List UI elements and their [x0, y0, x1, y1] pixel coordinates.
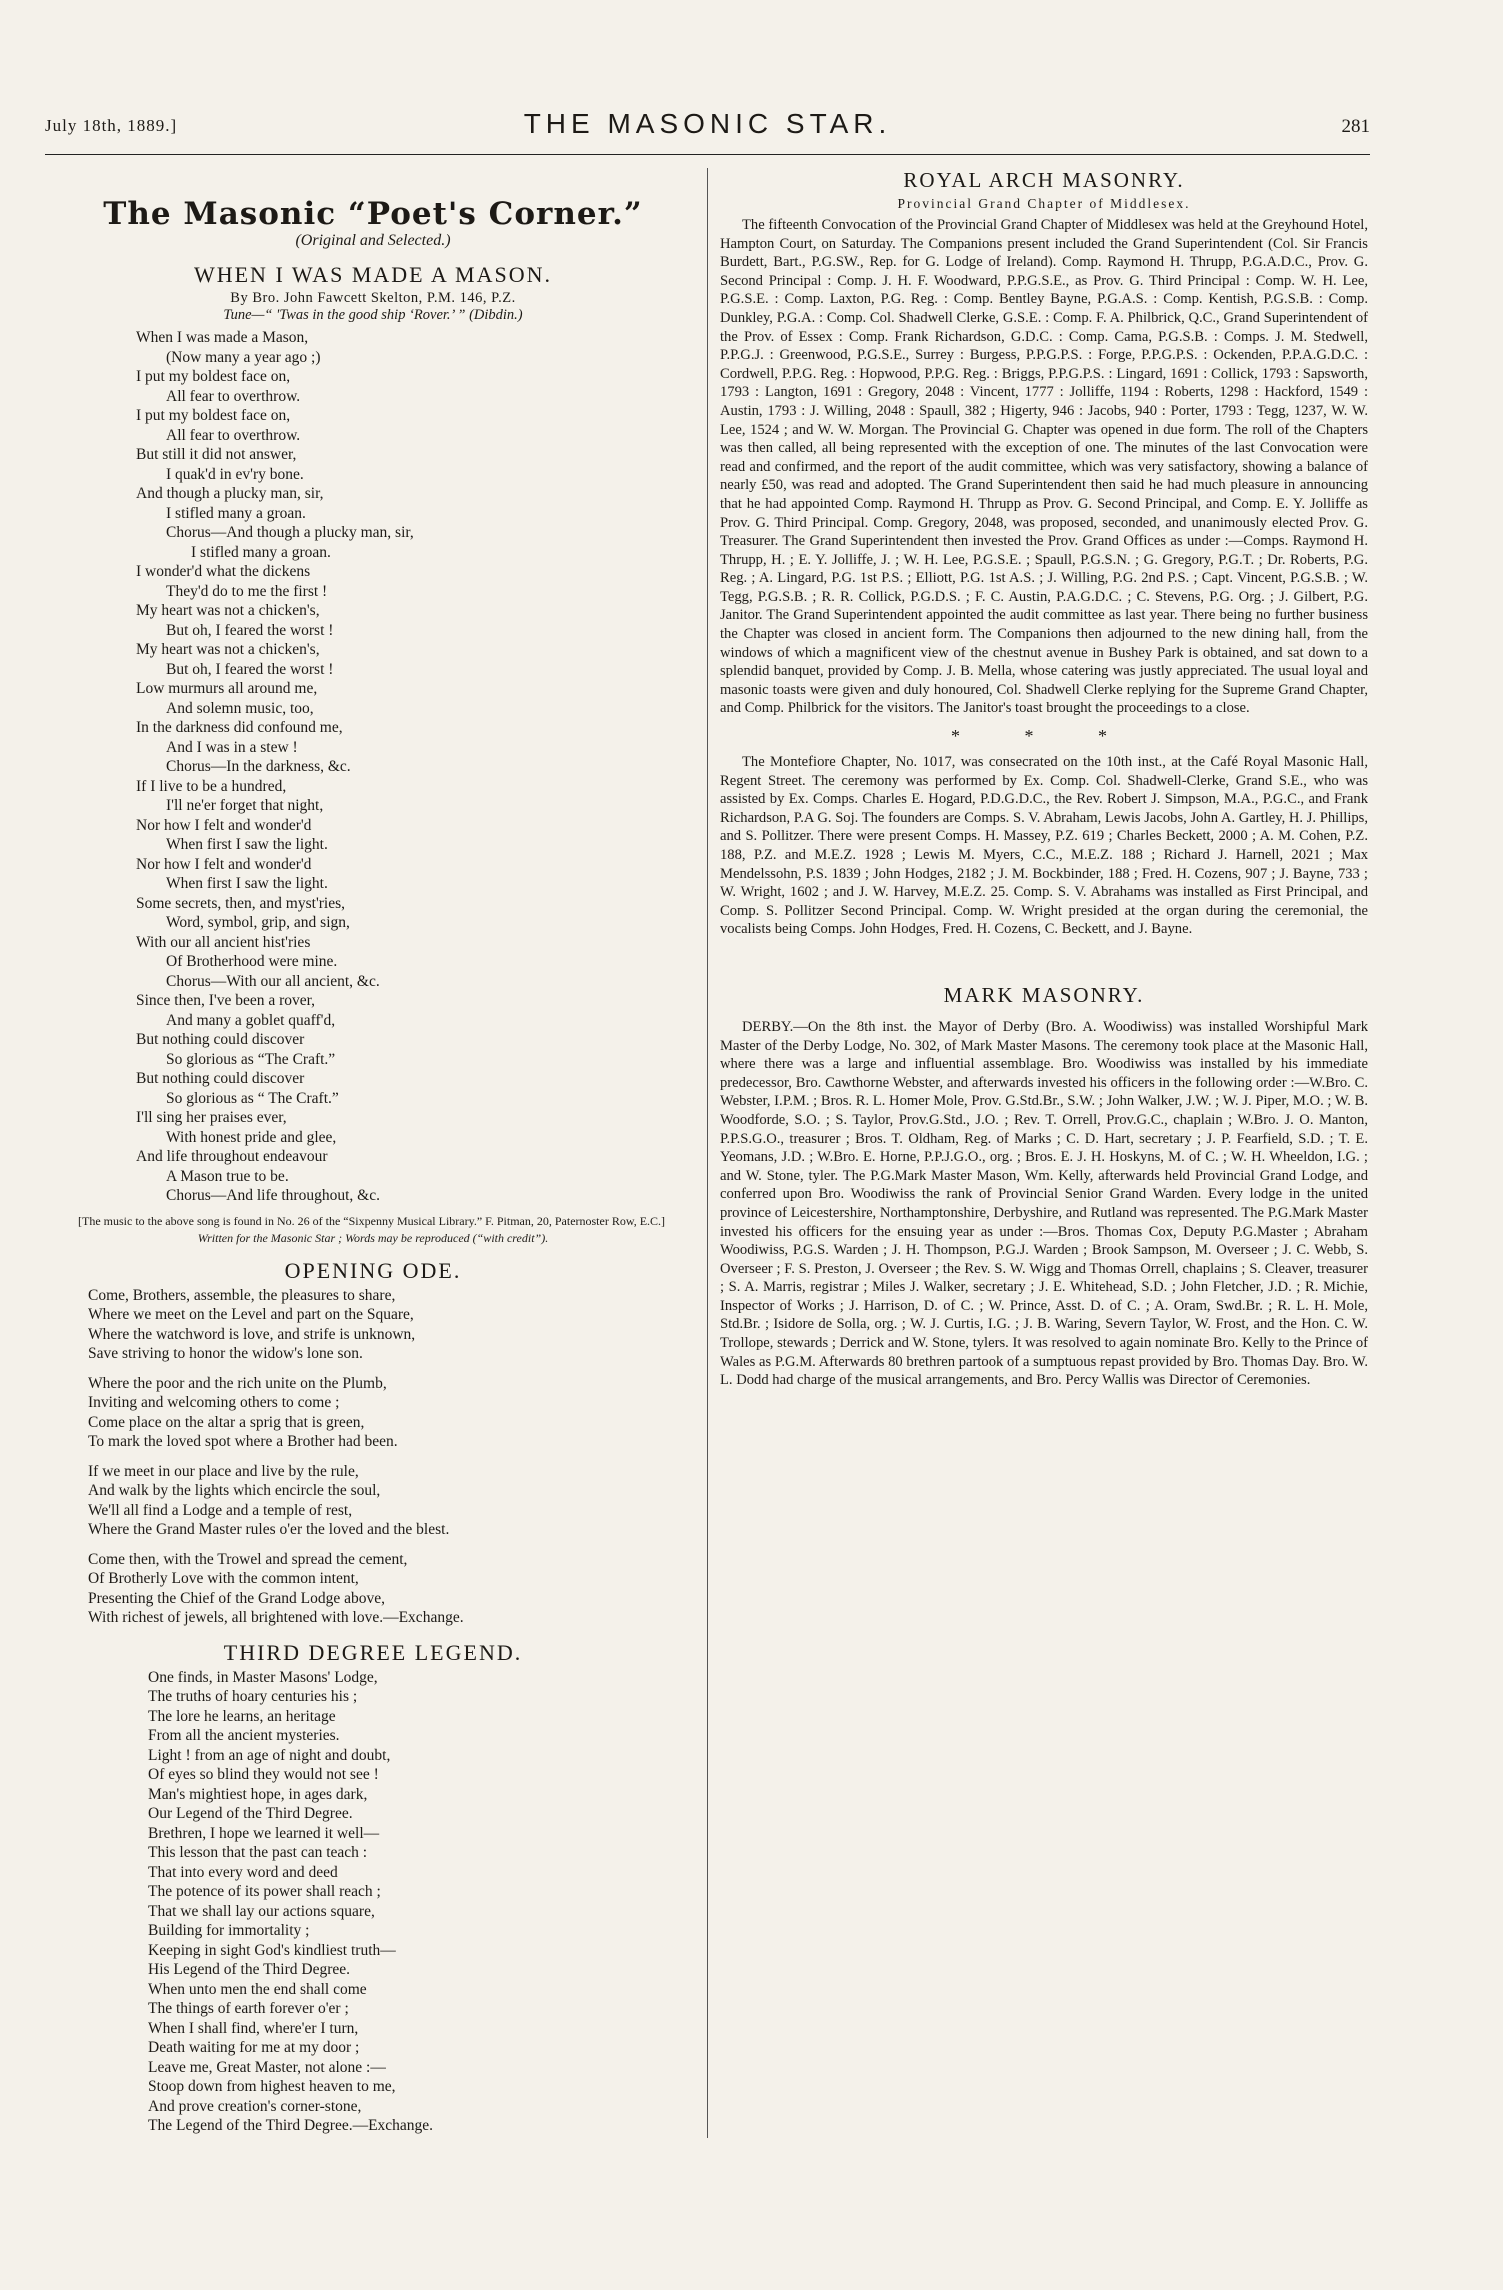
- verse-line: Man's mightiest hope, in ages dark,: [148, 1785, 368, 1803]
- verse-line: I quak'd in ev'ry bone.: [166, 465, 304, 483]
- verse-line: But nothing could discover: [136, 1070, 305, 1087]
- verse-line: Presenting the Chief of the Grand Lodge above,: [88, 1589, 385, 1607]
- verse-line: But still it did not answer,: [136, 446, 297, 463]
- verse-line: Nor how I felt and wonder'd: [136, 816, 312, 834]
- verse-line: Where the poor and the rich unite on the Plumb,: [88, 1374, 387, 1392]
- verse-line: Where the Grand Master rules o'er the loved and the blest.: [88, 1521, 450, 1538]
- verse-line: That we shall lay our actions square,: [148, 1902, 375, 1920]
- verse-line: If we meet in our place and live by the rule,: [88, 1462, 359, 1480]
- verse-line: Chorus—With our all ancient, &c.: [166, 972, 380, 990]
- verse-line: [88, 1540, 698, 1550]
- poets-corner-title: The Masonic “Poet's Corner.”: [103, 196, 643, 232]
- verse-line: With richest of jewels, all brightened with love.—Exchange.: [88, 1609, 464, 1626]
- header-rule: [45, 154, 1370, 155]
- verse-line: And prove creation's corner-stone,: [148, 2097, 362, 2115]
- verse-line: The truths of hoary centuries his ;: [148, 1688, 358, 1705]
- verse-line: Stoop down from highest heaven to me,: [148, 2078, 396, 2095]
- verse-line: A Mason true to be.: [166, 1167, 289, 1185]
- poem-verses-third-degree: [148, 1668, 698, 2136]
- verse-line: All fear to overthrow.: [166, 387, 301, 405]
- verse-line: The potence of its power shall reach ;: [148, 1883, 381, 1900]
- verse-line: Building for immortality ;: [148, 1922, 310, 1939]
- verse-line: The things of earth forever o'er ;: [148, 2000, 349, 2017]
- verse-line: And though a plucky man, sir,: [136, 485, 324, 502]
- verse-line: With our all ancient hist'ries: [136, 933, 311, 951]
- verse-line: Chorus—And though a plucky man, sir,: [166, 524, 414, 541]
- verse-line: Of Brotherly Love with the common intent,: [88, 1570, 359, 1587]
- poem-verses-opening-ode: [88, 1286, 698, 1628]
- verse-line: We'll all find a Lodge and a temple of rest,: [88, 1501, 353, 1519]
- verse-line: Of Brotherhood were mine.: [166, 953, 338, 970]
- verse-line: To mark the loved spot where a Brother had been.: [88, 1433, 398, 1450]
- verse-line: My heart was not a chicken's,: [136, 641, 320, 658]
- verse-line: Nor how I felt and wonder'd: [136, 855, 312, 873]
- verse-line: Light ! from an age of night and doubt,: [148, 1746, 391, 1764]
- verse-line: When unto men the end shall come: [148, 1980, 367, 1998]
- verse-line: Leave me, Great Master, not alone :—: [148, 2058, 386, 2076]
- verse-line: Some secrets, then, and myst'ries,: [136, 894, 345, 912]
- poem-title-mason: WHEN I WAS MADE A MASON.: [193, 262, 553, 287]
- verse-line: And many a goblet quaff'd,: [166, 1011, 336, 1029]
- verse-line: I put my boldest face on,: [136, 407, 291, 424]
- verse-line: If I live to be a hundred,: [136, 777, 287, 795]
- verse-line: The Legend of the Third Degree.—Exchange.: [148, 2117, 434, 2134]
- royal-arch-title: ROYAL ARCH MASONRY.: [903, 168, 1185, 192]
- poem-byline: By Bro. John Fawcett Skelton, P.M. 146, P.Z.: [230, 290, 516, 306]
- header-date: July 18th, 1889.]: [45, 116, 178, 135]
- verse-line: One finds, in Master Masons' Lodge,: [148, 1668, 378, 1686]
- verse-line: I put my boldest face on,: [136, 368, 291, 385]
- verse-line: All fear to overthrow.: [166, 426, 301, 444]
- verse-line: The lore he learns, an heritage: [148, 1707, 336, 1725]
- verse-line: I stifled many a groan.: [166, 504, 306, 522]
- verse-line: They'd do to me the first !: [166, 582, 328, 600]
- royal-arch-subtitle: Provincial Grand Chapter of Middlesex.: [897, 196, 1191, 211]
- verse-line: I stifled many a groan.: [191, 543, 331, 561]
- verse-line: Word, symbol, grip, and sign,: [166, 914, 350, 931]
- reproduction-note: Written for the Masonic Star ; Words may be reproduced (“with credit”).: [197, 1230, 549, 1245]
- poem-title-opening-ode: OPENING ODE.: [284, 1257, 462, 1283]
- verse-line: From all the ancient mysteries.: [148, 1727, 340, 1744]
- music-note: [The music to the above song is found in No. 26 of the “Sixpenny Musical Library.” F. Pitman, 20, Paternoster Row, E.C.]: [78, 1213, 666, 1228]
- column-divider: [707, 168, 708, 2138]
- mark-masonry-article: DERBY.—On the 8th inst. the Mayor of Derby (Bro. A. Woodiwiss) was installed Worshipful Mark Master of the Derby Lodge, No. 302, of Mark Master Masons. The ceremony took place at the Masonic Hall, where there was a large and influential assemblage. Bro. Woodiwiss was installed by his immediate predecessor, Bro. Cawthorne Webster, and afterwards invested his officers in the following order :—W.Bro. C. Webster, I.P.M. ; Bros. R. L. Homer Mole, Prov. G.Std.Br., S.W. ; John Walker, J.W. ; W. J. Piper, M.O. ; W. B. Woodforde, S.O. ; S. Taylor, Prov.G.Std., J.O. ; Rev. T. Orrell, Prov.G.C., chaplain ; W.Bro. J. O. Manton, P.P.S.G.O., treasurer ; Bros. T. Oldham, Reg. of Marks ; C. D. Hart, secretary ; J. P. Fearfield, S.D. ; T. E. Yeomans, J.D. ; W.Bro. E. Horne, P.P.J.G.O., org. ; Bros. E. J. H. Hoskyns, M. of C. ; W. H. Wheeldon, I.G. ; and W. Stone, tyler. The P.G.Mark Master Mason, Wm. Kelly, afterwards held Provincial Grand Lodge, and conferred upon Bro. Woodiwiss the rank of Provincial Senior Grand Warden. Every lodge in the united province of Leicestershire, Northamptonshire, Derbyshire, and Rutland was represented. The P.G.Mark Master invested his officers for the ensuing year as under :—Bros. Thomas Cox, Deputy P.G.Master ; Abraham Woodiwiss, P.G.S. Warden ; J. H. Thompson, P.G.J. Warden ; Brook Sampson, M. Overseer ; J. C. Webb, S. Overseer ; F. S. Preston, J. Overseer ; the Rev. S. W. Wigg and Thomas Orrell, chaplains ; S. Cleaver, treasurer ; S. A. Marris, registrar ; Miles J. Walker, secretary ; J. E. Whitehead, S.D. ; John Fletcher, J.D. ; R. Michie, Inspector of Works ; J. Harrison, D. of C. ; W. Prince, Asst. D. of C. ; A. Oram, Swd.Br. ; R. L. H. Mole, Std.Br. ; Isidore de Solla, org. ; W. J. Curtis, I.G. ; J. B. Waring, Severn Taylor, W. Frost, and the Hon. C. W. Trollope, stewards ; Derrick and W. Stone, tylers. It was resolved to again nominate Bro. Kelly to the Prince of Wales as P.G.M. Afterwards 80 brethren partook of a sumptuous repast provided by Bro. Thomas Day. Bro. W. L. Dodd had charge of the musical arrangements, and Bro. Percy Wallis was Director of Ceremonies.: [720, 1018, 1368, 1389]
- verse-line: When I was made a Mason,: [136, 329, 309, 346]
- verse-line: (Now many a year ago ;): [166, 348, 321, 366]
- right-column: [720, 168, 1368, 2278]
- verse-line: Keeping in sight God's kindliest truth—: [148, 1941, 396, 1959]
- royal-arch-article: The fifteenth Convocation of the Provincial Grand Chapter of Middlesex was held at the Greyhound Hotel, Hampton Court, on Saturday. The Companions present included the Grand Superintendent (Col. Sir Francis Burdett, Bart., P.G.SW., Rep. for G. Lodge of Ireland). Comp. Raymond H. Thrupp, P.G.A.D.C., Prov. G. Second Principal : Comp. J. H. F. Woodward, P.P.G.S.E., as Prov. G. Third Principal : Comp. W. H. Lee, P.G.S.E. : Comp. Laxton, P.G. Reg. : Comp. Bentley Bayne, P.G.A.S. : Comp. Kentish, P.G.S.B. : Comp. Dunkley, P.G.A. : Comp. Col. Shadwell Clerke, G.S.E. : Comp. F. A. Philbrick, Q.C., Grand Superintendent of the Prov. of Essex : Comp. Frank Richardson, G.D.C. : Comp. Cama, P.G.S.B. : Comps. J. M. Stedwell, P.P.G.J. : Greenwood, P.G.S.E., Surrey : Burgess, P.P.G.P.S. : Forge, P.P.G.P.S. : Ockenden, P.P.A.G.D.C. : Cordwell, P.P.G. Reg. : Hopwood, P.P.G. Reg. : Briggs, P.P.G.P.S. : Lingard, 1691 : Collick, 1793 : Sapsworth, 1793 : Langton, 1691 : Gregory, 2048 : Vincent, 1777 : Jolliffe, 1194 : Roberts, 1298 : Hackford, 1549 : Austin, 1793 : J. Willing, 2048 : Spaull, 382 ; Higerty, 946 : Jacobs, 940 : Porter, 1793 : Tegg, 1237, W. W. Lee, 1524 ; and W. W. Morgan. The Provincial G. Chapter was opened in due form. The roll of the Chapters was then called, all being represented with the exception of one. The minutes of the last Convocation were read and confirmed, and the report of the audit committee, which was very satisfactory, showing a balance of nearly £50, was read and adopted. The Grand Superintendent then said he had much pleasure in announcing that he had appointed Comp. Raymond H. Thrupp as Prov. G. Second Principal, and Comp. E. Y. Jolliffe as Prov. G. Third Principal. Comp. Gregory, 2048, was proposed, seconded, and unanimously elected Prov. G. Treasurer. The Grand Superintendent then invested the Prov. Grand Offices as under :—Comps. Raymond H. Thrupp, H. ; E. Y. Jolliffe, J. ; W. H. Lee, P.G.S.E. ; Spaull, P.G.S.N. ; G. Gregory, P.G.T. ; Dr. Roberts, P.G. Reg. ; A. Lingard, P.G. 1st P.S. ; Elliott, P.G. 1st A.S. ; J. Willing, P.G. 2nd P.S. ; Capt. Vincent, P.G.S.B. ; W. Tegg, P.G.S.B. ; R. R. Collick, P.G.D.S. ; F. C. Austin, P.A.G.D.C. ; C. Stevens, P.G. Org. ; J. Gilbert, P.G. Janitor. The Grand Superintendent appointed the audit committee as last year. There being no further business the Chapter was closed in ancient form. The Companions then adjourned to the new dining hall, from the windows of which a magnificent view of the chestnut avenue in Bushey Park is obtained, and sat down to a splendid banquet, provided by Comp. J. B. Mella, whose catering was justly appreciated. The usual loyal and masonic toasts were given and duly honoured, Col. Shadwell Clerke replying for the Supreme Grand Chapter, and Comp. Philbrick for the visitors. The Janitor's toast brought the proceedings to a close.: [720, 217, 1368, 717]
- verse-line: So glorious as “ The Craft.”: [166, 1089, 339, 1107]
- verse-line: But oh, I feared the worst !: [166, 621, 334, 639]
- verse-line: When first I saw the light.: [166, 836, 328, 853]
- verse-line: That into every word and deed: [148, 1863, 338, 1881]
- left-column: [48, 168, 698, 2278]
- verse-line: His Legend of the Third Degree.: [148, 1961, 351, 1978]
- verse-line: Since then, I've been a rover,: [136, 992, 316, 1009]
- verse-line: When first I saw the light.: [166, 875, 328, 892]
- verse-line: I'll sing her praises ever,: [136, 1109, 287, 1126]
- verse-line: Where the watchword is love, and strife is unknown,: [88, 1325, 416, 1343]
- verse-line: But oh, I feared the worst !: [166, 660, 334, 678]
- page-header: [45, 108, 1370, 148]
- poets-corner-subtitle: (Original and Selected.): [295, 232, 451, 249]
- verse-line: Our Legend of the Third Degree.: [148, 1805, 353, 1822]
- verse-line: Death waiting for me at my door ;: [148, 2039, 360, 2056]
- verse-line: And solemn music, too,: [166, 699, 314, 717]
- verse-line: And walk by the lights which encircle the soul,: [88, 1482, 381, 1499]
- poem-tune: Tune—“ 'Twas in the good ship ‘Rover.’ ” (Dibdin.): [223, 307, 523, 323]
- verse-line: Come place on the altar a sprig that is green,: [88, 1413, 365, 1431]
- mark-masonry-title: MARK MASONRY.: [943, 982, 1145, 1007]
- page-number: 281: [1341, 116, 1370, 137]
- verse-line: And I was in a stew !: [166, 738, 298, 756]
- verse-line: My heart was not a chicken's,: [136, 602, 320, 619]
- verse-line: Brethren, I hope we learned it well—: [148, 1824, 380, 1842]
- verse-line: Of eyes so blind they would not see !: [148, 1766, 379, 1783]
- verse-line: Come, Brothers, assemble, the pleasures to share,: [88, 1286, 396, 1304]
- verse-line: With honest pride and glee,: [166, 1128, 337, 1146]
- verse-line: This lesson that the past can teach :: [148, 1844, 368, 1861]
- poem-verses-mason: [136, 328, 698, 1206]
- header-title: THE MASONIC STAR.: [523, 108, 892, 139]
- verse-line: [88, 1364, 698, 1374]
- verse-line: Chorus—And life throughout, &c.: [166, 1187, 380, 1204]
- verse-line: When I shall find, where'er I turn,: [148, 2019, 359, 2037]
- verse-line: Come then, with the Trowel and spread the cement,: [88, 1550, 408, 1568]
- verse-line: And life throughout endeavour: [136, 1148, 328, 1165]
- verse-line: Low murmurs all around me,: [136, 680, 318, 697]
- verse-line: But nothing could discover: [136, 1031, 305, 1048]
- section-stars: * * *: [951, 726, 1137, 747]
- verse-line: Where we meet on the Level and part on the Square,: [88, 1306, 414, 1323]
- verse-line: Save striving to honor the widow's lone son.: [88, 1345, 363, 1362]
- verse-line: So glorious as “The Craft.”: [166, 1050, 336, 1068]
- poem-title-third-degree: THIRD DEGREE LEGEND.: [223, 1639, 523, 1665]
- verse-line: I wonder'd what the dickens: [136, 563, 311, 580]
- verse-line: I'll ne'er forget that night,: [166, 797, 324, 814]
- verse-line: Chorus—In the darkness, &c.: [166, 758, 351, 775]
- verse-line: [88, 1452, 698, 1462]
- verse-line: In the darkness did confound me,: [136, 719, 343, 736]
- verse-line: Inviting and welcoming others to come ;: [88, 1394, 340, 1411]
- montefiore-article: The Montefiore Chapter, No. 1017, was consecrated on the 10th inst., at the Café Royal Masonic Hall, Regent Street. The ceremony was performed by Ex. Comp. Col. Shadwell-Clerke, Grand S.E., who was assisted by Ex. Comps. Charles E. Hogard, P.D.G.D.C., the Rev. Robert J. Simpson, M.A., P.G.C., and Frank Richardson, P.A G. Soj. The founders are Comps. S. V. Abraham, Lewis Jacobs, John A. Gartley, H. J. Phillips, and S. Pollitzer. There were present Comps. H. Massey, P.Z. 619 ; Charles Beckett, 2000 ; A. M. Cohen, P.Z. 188, P.Z. and M.E.Z. 1928 ; Lewis M. Myers, C.C., M.E.Z. 188 ; Richard J. Harnell, 2021 ; Max Mendelssohn, P.S. 1839 ; John Hodges, 2182 ; J. M. Bockbinder, 188 ; Fred. H. Cozens, 907 ; J. Bayne, 733 ; W. Wright, 1602 ; and J. W. Harvey, M.E.Z. 25. Comp. S. V. Abrahams was installed as First Principal, and Comp. S. Pollitzer Second Principal. Comp. W. Wright presided at the organ during the ceremonial, the vocalists being Comps. John Hodges, Fred. H. Cozens, C. Beckett, and J. Bayne.: [720, 754, 1368, 938]
